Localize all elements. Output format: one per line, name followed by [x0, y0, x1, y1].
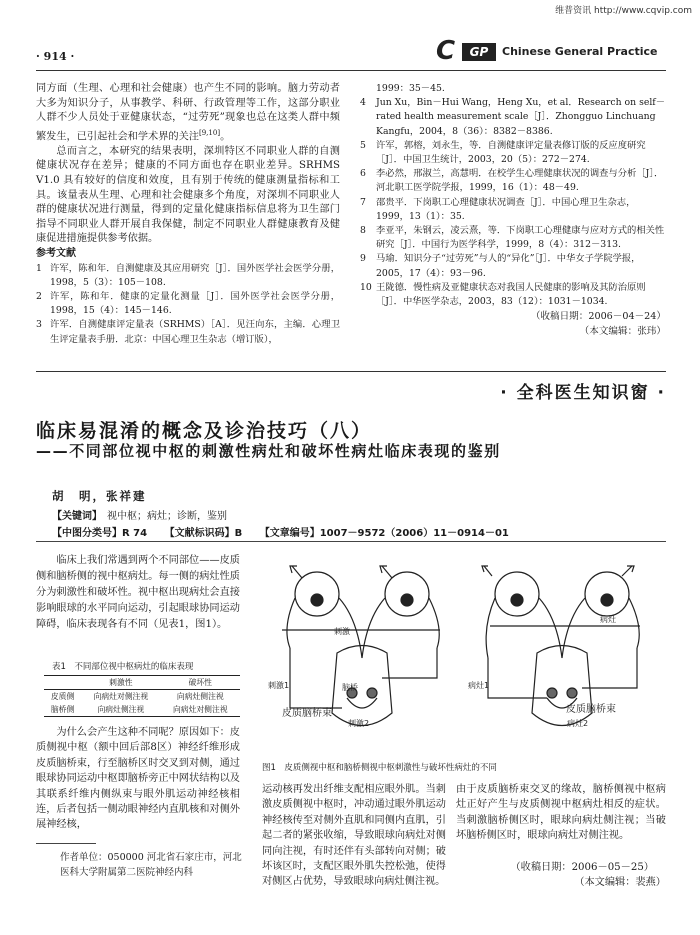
left-muscle-2 — [429, 598, 439, 648]
class-number: 【中图分类号】R 74 — [52, 528, 148, 539]
body-column-2 — [262, 782, 446, 890]
right-nucleus-1 — [547, 688, 557, 698]
table-cell: 向病灶对侧注视 — [172, 705, 228, 714]
right-nerve-1 — [539, 598, 562, 658]
table-cell: 皮质侧 — [50, 692, 75, 701]
label-stim2: 刺激2 — [348, 719, 370, 728]
paragraph: 同方面（生理、心理和社会健康）也产生不同的影响。脑力劳动者大多为知识分子，从事教学、科研、行政管理等工作，这部分职业人群不少人员处于亚健康状态，“过劳死”现象也总在这类人群中频繁发生，已引起社会和学术界的关注[9,10]。 — [36, 83, 340, 143]
reference-item — [360, 82, 666, 96]
label-lesion: 病灶 — [600, 615, 616, 624]
right-nucleus-2 — [567, 688, 577, 698]
body-column-1b — [36, 725, 240, 833]
right-path-2 — [582, 648, 637, 688]
keywords-label: 【关键词】 — [52, 511, 97, 522]
citation: [9,10] — [199, 128, 221, 137]
reference-item — [36, 318, 340, 346]
table-header: 刺激性 — [109, 678, 133, 687]
right-arrow-2 — [622, 566, 634, 576]
reference-text: 邵贵平．下岗职工心理健康状况调查［J］．中国心理卫生杂志，1999，13（1）：35. — [376, 196, 636, 222]
paragraph: 为什么会产生这种不同呢？原因如下：皮质侧视中枢（额中回后部8区）神经纤维形成皮质脑桥束，行至脑桥区时交叉到对侧，通过眼球协同运动中枢即脑桥旁正中网状结构以及其联系纤维内侧纵束与眼外肌运动神经核相连，后者包括一侧动眼神经内直肌核和对侧外展神经核， — [36, 727, 240, 831]
table-cell: 向病灶侧注视 — [176, 692, 224, 701]
reference-text: 许军，陈和年．健康的定量化测量［J］．国外医学社会医学分册，1998，15（4）：145－146. — [50, 290, 340, 317]
left-nucleus-2 — [367, 688, 377, 698]
right-muscle-1 — [486, 598, 495, 658]
label-pons: 脑桥 — [342, 683, 358, 692]
header-rule — [36, 70, 666, 71]
left-pupil-2 — [401, 594, 413, 606]
paragraph: 运动核再发出纤维支配相应眼外肌。当刺激皮质侧视中枢时，冲动通过眼外肌运动神经核传至对侧外直肌和同侧内直肌，引起二者的紧张收缩，导致眼球向病灶对侧同向注视，有时还伴有头部转向对侧；破坏该区时，支配区眼外肌失控松弛，使得对侧区占优势，导致眼球向病灶侧注视。 — [262, 784, 446, 888]
table-header — [44, 676, 81, 690]
top-right-column — [360, 82, 666, 339]
reference-item — [36, 262, 340, 290]
table-cell: 脑桥侧 — [50, 705, 75, 714]
label-lesion1: 病灶1 — [468, 681, 490, 690]
author-affiliation: 作者单位：050000 河北省石家庄市，河北医科大学附属第二医院神经内科 — [60, 852, 242, 878]
reference-text: 李必然，邢淑兰，高慧明．在校学生心理健康状况的调查与分析［J］．河北职工医学院学报，1999，16（1）：48－49. — [376, 168, 664, 194]
reference-text: Jun Xu，Bin－Hui Wang，Heng Xu，et al．Research on self－rated health measurement scale［J］．Zhongguo Linchuang Kangfu，2004，8（36）：8382－8386. — [376, 97, 666, 137]
body-rule — [36, 541, 666, 542]
left-nerve-2 — [362, 598, 385, 658]
reference-number: 10 — [360, 281, 372, 293]
right-pupil-2 — [601, 594, 613, 606]
reference-text: 李亚平，朱钢云，凌云熹，等．下岗职工心理健康与应对方式的相关性研究［J］．中国行为医学科学，1999，8（4）：312－313. — [376, 225, 665, 251]
right-diagram — [482, 566, 640, 726]
doc-code: 【文献标识码】B — [164, 528, 243, 539]
reference-item — [360, 139, 666, 167]
reference-text: 许军，陈和年．自测健康及其应用研究［J］．国外医学社会医学分册，1998，5（3）：105－108. — [50, 262, 340, 288]
table-cell: 向病灶对侧注视 — [93, 692, 149, 701]
section-rule — [36, 371, 666, 372]
left-path-1 — [290, 648, 342, 708]
reference-text: 1999：35－45. — [376, 83, 445, 94]
article-subtitle: ——不同部位视中枢的刺激性病灶和破坏性病灶临床表现的鉴别 — [36, 442, 501, 460]
body-column-3 — [456, 782, 666, 890]
reference-number: 9 — [360, 253, 366, 265]
classification — [52, 524, 523, 539]
left-diagram — [282, 566, 440, 726]
brand-text: Chinese General Practice — [502, 45, 658, 58]
left-arrow-2 — [380, 566, 392, 578]
table-title: 表1 不同部位视中枢病灶的临床表现 — [52, 662, 194, 672]
table-header: 破坏性 — [188, 678, 212, 687]
authors: 胡 明，张祥建 — [52, 489, 147, 503]
reference-number: 4 — [360, 97, 366, 109]
page-number: · 914 · — [36, 50, 75, 63]
reference-number: 7 — [360, 196, 366, 208]
paragraph: 总而言之，本研究的结果表明，深圳特区不同职业人群的自测健康状况存在差异；健康的不同方面也存在职业差异。SRHMS V1.0 具有较好的信度和效度，且有别于传统的健康测量指标和工具。该量表从生理、心理和社会健康多个角度，对深圳不同职业人群的健康状况进行测量，得到的定量化健康指标信息将为卫生部门指导不同职业人群开展自我保健，制定不同职业人群健康教育及健康促进措施提供参考依据。 — [36, 145, 340, 245]
table-row — [44, 703, 240, 717]
keywords-text: 视中枢；病灶；诊断，鉴别 — [97, 511, 227, 522]
left-path-2 — [382, 648, 437, 678]
table-row — [44, 690, 240, 704]
reference-item — [360, 167, 666, 195]
editor-note-2: （本文编辑：裴燕） — [574, 877, 666, 889]
table-cell: 向病灶侧注视 — [97, 705, 145, 714]
reference-number: 6 — [360, 168, 366, 180]
received-date-2: （收稿日期：2006－05－25） — [510, 861, 654, 873]
reference-text: 王陇德．慢性病及亚健康状态对我国人民健康的影响及其防治原则［J］．中华医学杂志，2003，83（12）：1031－1034. — [376, 281, 646, 308]
left-pupil-1 — [311, 594, 323, 606]
label-stim: 刺激 — [334, 627, 350, 636]
brand-logo-gp: GP — [462, 43, 496, 61]
reference-item — [36, 290, 340, 318]
keywords — [52, 507, 227, 522]
article-number: 【文章编号】1007－9572（2006）11－0914－01 — [259, 528, 509, 539]
watermark: 维普资讯 http://www.cqvip.com — [555, 6, 692, 16]
reference-text: 马瑜．知识分子“过劳死”与人的“异化”［J］．中华女子学院学报，2005，17（4）：93－96. — [376, 253, 641, 279]
right-path-1 — [488, 658, 547, 698]
reference-item — [360, 224, 666, 252]
reference-item — [360, 252, 666, 280]
reference-number: 3 — [36, 319, 42, 331]
references-heading: 参考文献 — [36, 247, 76, 259]
article-title: 临床易混淆的概念及诊治技巧（八） — [36, 420, 373, 442]
reference-number: 5 — [360, 139, 366, 151]
right-arrow-1 — [482, 566, 492, 576]
right-pupil-1 — [511, 594, 523, 606]
left-cross — [347, 698, 377, 708]
figure-caption: 图1 皮质侧视中枢和脑桥侧视中枢刺激性与破坏性病灶的不同 — [262, 763, 497, 773]
paragraph: 临床上我们常遇到两个不同部位——皮质侧和脑桥侧的视中枢病灶。每一侧的病灶性质分为刺激性和破坏性。视中枢出现病灶会直接影响眼球的水平同向运动，引起眼球协同运动障碍，临床表现各有不同（见表1，图1）。 — [36, 555, 240, 630]
footnote-rule — [36, 843, 96, 844]
label-tract-right: 皮质脑桥束 — [566, 704, 616, 715]
left-arrow-1 — [290, 566, 302, 578]
label-stim1: 刺激1 — [268, 681, 290, 690]
figure-1 — [262, 548, 666, 758]
reference-text: 许军．自测健康评定量表（SRHMS）［A］．见汪向东，主编．心理卫生评定量表手册．北京：中国心理卫生杂志（增订版）， — [50, 319, 340, 345]
journal-brand — [436, 36, 666, 66]
top-left-column — [36, 82, 340, 347]
brand-logo-c: C — [436, 36, 454, 66]
reference-item — [360, 281, 666, 309]
body-column-1 — [36, 553, 240, 633]
reference-text: 许军，郭榕，刘永生，等．自测健康评定量表修订版的反应度研究［J］．中国卫生统计，2003，20（5）：272－274. — [376, 139, 646, 166]
reference-number — [360, 82, 376, 96]
reference-item — [360, 196, 666, 224]
label-lesion2: 病灶2 — [567, 719, 589, 728]
section-title: · 全科医生知识窗 · — [500, 383, 666, 403]
reference-item — [360, 96, 666, 139]
right-muscle-2 — [629, 598, 639, 648]
reference-number: 8 — [360, 225, 366, 237]
table-1 — [44, 675, 240, 717]
right-nerve-2 — [562, 598, 585, 658]
label-tract-left: 皮质脑桥束 — [282, 708, 332, 719]
paragraph: 由于皮质脑桥束交叉的缘故，脑桥侧视中枢病灶正好产生与皮质侧视中枢病灶相反的症状。当刺激脑桥侧区时，眼球向病灶侧注视；当破坏脑桥侧区时，眼球向病灶对侧注视。 — [456, 784, 666, 842]
received-date: （收稿日期：2006－04－24） — [530, 311, 666, 323]
editor-note: （本文编辑：张玮） — [579, 326, 666, 338]
left-muscle-1 — [287, 598, 295, 648]
reference-number: 1 — [36, 262, 42, 274]
reference-number: 2 — [36, 290, 42, 302]
